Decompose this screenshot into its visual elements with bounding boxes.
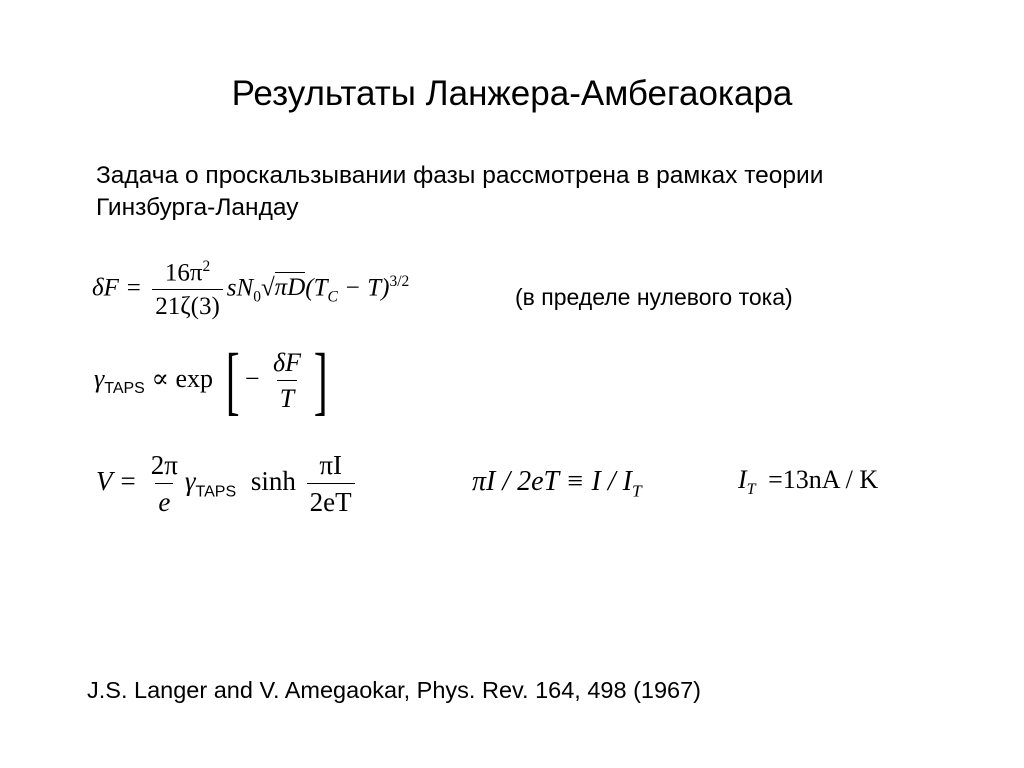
eq5-lhs: I xyxy=(738,465,747,494)
eq1-fraction xyxy=(152,258,223,321)
eq2-exp: exp xyxy=(175,363,214,393)
eq4-expr: πI / 2eT ≡ I / I xyxy=(472,466,632,497)
left-bracket-icon: [ xyxy=(225,339,240,423)
eq1-paren: (T xyxy=(305,274,328,302)
eq3-fraction-1 xyxy=(148,450,181,518)
zero-current-note: (в пределе нулевого тока) xyxy=(515,284,793,310)
intro-line-2: Гинзбурга-Ландау xyxy=(96,194,299,221)
reference-text: J.S. Langer and V. Amegaokar, Phys. Rev. 164, 498 (1967) xyxy=(87,677,702,703)
eq2-denominator: T xyxy=(277,380,297,414)
eq1-paren-sub: C xyxy=(327,288,338,306)
eq1-sn-sub: 0 xyxy=(253,288,261,306)
equation-gamma-taps xyxy=(94,339,333,423)
eq5-rhs: =13nA / K xyxy=(768,465,879,494)
eq5-sub: T xyxy=(746,481,756,499)
eq3-denominator-2: 2eT xyxy=(307,483,355,518)
sqrt-icon: √ xyxy=(260,274,275,302)
eq1-lhs: δF = xyxy=(92,274,143,302)
eq1-num-exponent: 2 xyxy=(202,258,211,275)
eq3-sinh: sinh xyxy=(250,466,296,497)
equation-voltage xyxy=(96,450,359,518)
intro-line-1: Задача о проскальзывании фазы рассмотрена в рамках теории xyxy=(96,162,824,189)
right-bracket-icon: ] xyxy=(313,339,328,423)
eq3-lhs: V = xyxy=(96,466,137,497)
eq1-sn: sN xyxy=(226,274,254,302)
eq2-fraction xyxy=(270,348,304,414)
eq1-sqrt-body: πD xyxy=(274,274,306,302)
eq2-gamma-sub: TAPS xyxy=(104,380,145,398)
eq1-paren-end: − T) xyxy=(337,274,390,302)
eq2-minus: − xyxy=(244,363,260,393)
equation-reduced-current xyxy=(472,466,642,502)
eq3-gamma: γ xyxy=(184,466,196,497)
equation-it-value xyxy=(738,465,878,499)
eq1-numerator: 16π xyxy=(164,259,203,287)
eq2-gamma: γ xyxy=(94,363,105,393)
eq3-gamma-sub: TAPS xyxy=(195,483,237,501)
intro-text xyxy=(96,160,823,224)
slide-title: Результаты Ланжера-Амбегаокара xyxy=(231,74,793,113)
eq3-numerator-2: πI xyxy=(319,450,342,480)
eq3-numerator-1: 2π xyxy=(150,450,178,480)
eq1-denominator: 21ζ(3) xyxy=(152,289,223,321)
proportional-icon: ∝ xyxy=(151,363,169,393)
equation-delta-f xyxy=(92,258,409,321)
eq3-fraction-2 xyxy=(307,450,355,518)
eq1-exponent: 3/2 xyxy=(389,273,410,291)
eq4-sub: T xyxy=(631,481,642,501)
eq3-denominator-1: e xyxy=(155,483,173,518)
eq2-numerator: δF xyxy=(273,348,301,377)
